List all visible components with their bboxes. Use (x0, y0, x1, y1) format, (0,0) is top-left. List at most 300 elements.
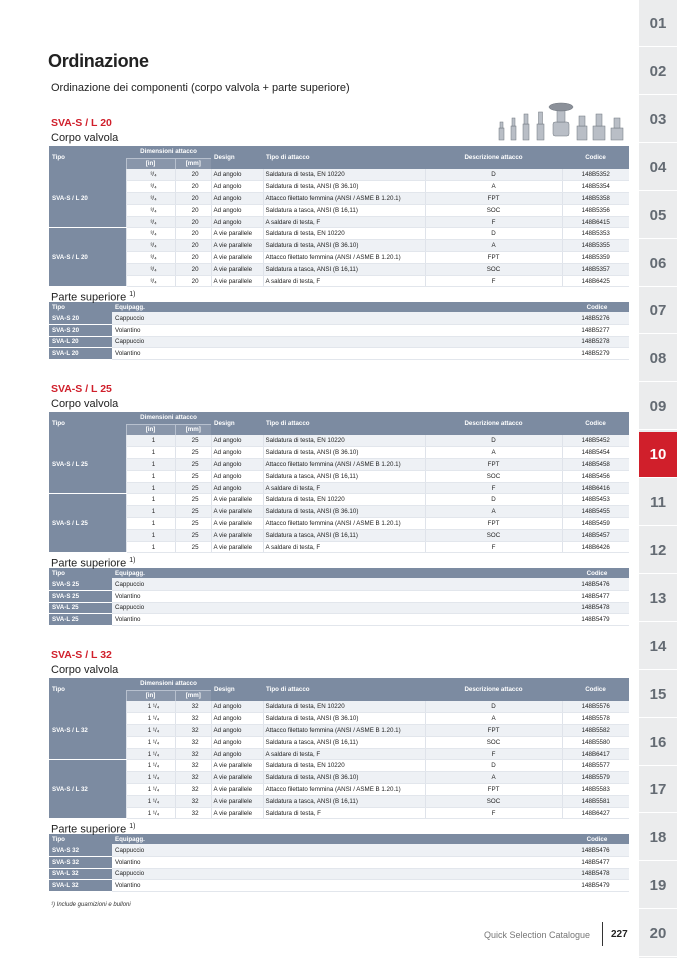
chapter-tab-15[interactable]: 15 (639, 672, 677, 718)
table-row (49, 482, 629, 494)
size-mm-cell: 20 (175, 275, 211, 287)
design-cell: Ad angolo (211, 181, 263, 193)
connection-desc-cell: D (425, 494, 562, 506)
group-type-cell: SVA-S / L 25 (49, 494, 126, 553)
design-cell: A vie parallele (211, 795, 263, 807)
code-cell: 148B6416 (562, 482, 629, 494)
design-cell: A vie parallele (211, 263, 263, 275)
connection-desc-cell: F (425, 807, 562, 819)
col-codice: Codice (562, 146, 629, 169)
size-mm-cell: 25 (175, 541, 211, 553)
equipment-cell: Cappuccio (112, 844, 562, 856)
chapter-tab-06[interactable]: 06 (639, 241, 677, 287)
chapter-tab-13[interactable]: 13 (639, 576, 677, 622)
col-in: [in] (126, 424, 175, 435)
size-mm-cell: 32 (175, 760, 211, 772)
connection-desc-cell: D (425, 169, 562, 181)
code-cell: 148B6427 (562, 807, 629, 819)
connection-type-cell: A saldare di testa, F (263, 216, 425, 228)
top-part-heading-text: Parte superiore (51, 292, 130, 305)
connection-type-cell: Saldatura di testa, ANSI (B 36.10) (263, 713, 425, 725)
col-tipo: Tipo (49, 678, 126, 701)
design-cell: A vie parallele (211, 494, 263, 506)
connection-type-cell: Saldatura a tasca, ANSI (B 16,11) (263, 470, 425, 482)
design-cell: Ad angolo (211, 725, 263, 737)
connection-type-cell: Attacco filettato femmina (ANSI / ASME B 1.20.1) (263, 725, 425, 737)
size-mm-cell: 20 (175, 204, 211, 216)
size-in-cell: 1 ¹/₄ (126, 772, 175, 784)
design-cell: A vie parallele (211, 506, 263, 518)
table-row (49, 494, 629, 506)
footer-page-number: 227 (611, 929, 628, 940)
design-cell: A vie parallele (211, 772, 263, 784)
size-in-cell: 1 ¹/₄ (126, 736, 175, 748)
size-in-cell: ³/₄ (126, 216, 175, 228)
size-in-cell: 1 ¹/₄ (126, 760, 175, 772)
design-cell: A vie parallele (211, 275, 263, 287)
connection-type-cell: Saldatura a tasca, ANSI (B 16,11) (263, 736, 425, 748)
size-mm-cell: 20 (175, 252, 211, 264)
valve-body-table (49, 412, 629, 553)
connection-desc-cell: SOC (425, 470, 562, 482)
part-type-cell: SVA-L 20 (49, 348, 112, 360)
connection-type-cell: Saldatura a tasca, ANSI (B 16,11) (263, 263, 425, 275)
code-cell: 148B5581 (562, 795, 629, 807)
design-cell: Ad angolo (211, 713, 263, 725)
part-type-cell: SVA-L 25 (49, 614, 112, 626)
table-row (49, 470, 629, 482)
col-in: [in] (126, 158, 175, 169)
code-cell: 148B6415 (562, 216, 629, 228)
size-in-cell: ³/₄ (126, 263, 175, 275)
size-in-cell: 1 (126, 435, 175, 447)
size-in-cell: ³/₄ (126, 204, 175, 216)
footnote-marker: 1) (129, 291, 136, 299)
chapter-tab-14[interactable]: 14 (639, 624, 677, 670)
valve-body-table (49, 678, 629, 819)
code-cell: 148B5355 (562, 240, 629, 252)
col-dimensioni: Dimensioni attacco (126, 678, 211, 690)
connection-desc-cell: F (425, 216, 562, 228)
part-type-cell: SVA-S 25 (49, 578, 112, 590)
group-type-cell: SVA-S / L 32 (49, 701, 126, 760)
connection-type-cell: Saldatura di testa, EN 10220 (263, 228, 425, 240)
connection-desc-cell: F (425, 482, 562, 494)
part-type-cell: SVA-S 20 (49, 324, 112, 336)
size-mm-cell: 32 (175, 772, 211, 784)
chapter-tab-01[interactable]: 01 (639, 1, 677, 47)
size-in-cell: 1 (126, 529, 175, 541)
table-row (49, 169, 629, 181)
connection-type-cell: Saldatura a tasca, ANSI (B 16,11) (263, 529, 425, 541)
connection-type-cell: Saldatura di testa, ANSI (B 36.10) (263, 240, 425, 252)
chapter-tab-17[interactable]: 17 (639, 767, 677, 813)
code-cell: 148B5577 (562, 760, 629, 772)
connection-desc-cell: SOC (425, 736, 562, 748)
size-in-cell: ³/₄ (126, 228, 175, 240)
code-cell: 148B5454 (562, 447, 629, 459)
table-row (49, 760, 629, 772)
size-in-cell: 1 ¹/₄ (126, 701, 175, 713)
connection-type-cell: Saldatura di testa, EN 10220 (263, 169, 425, 181)
size-in-cell: 1 (126, 506, 175, 518)
chapter-tab-07[interactable]: 07 (639, 288, 677, 334)
group-type-cell: SVA-S / L 20 (49, 169, 126, 228)
connection-type-cell: Attacco filettato femmina (ANSI / ASME B 1.20.1) (263, 518, 425, 530)
table-row (49, 216, 629, 228)
table-row (49, 204, 629, 216)
connection-desc-cell: FPT (425, 784, 562, 796)
col-tipo: Tipo (49, 568, 112, 578)
table-row (49, 459, 629, 471)
section-title: SVA-S / L 20 (51, 117, 112, 129)
connection-desc-cell: F (425, 275, 562, 287)
design-cell: Ad angolo (211, 459, 263, 471)
size-mm-cell: 25 (175, 470, 211, 482)
size-in-cell: 1 ¹/₄ (126, 725, 175, 737)
design-cell: A vie parallele (211, 760, 263, 772)
table-row (49, 435, 629, 447)
connection-desc-cell: FPT (425, 459, 562, 471)
col-in: [in] (126, 690, 175, 701)
connection-type-cell: Saldatura di testa, ANSI (B 36.10) (263, 181, 425, 193)
table-row (49, 856, 629, 868)
valve-body-heading: Corpo valvola (51, 664, 119, 676)
equipment-cell: Cappuccio (112, 312, 562, 324)
size-mm-cell: 25 (175, 447, 211, 459)
chapter-tab-12[interactable]: 12 (639, 528, 677, 574)
size-mm-cell: 25 (175, 506, 211, 518)
footnote-marker: 1) (129, 823, 136, 831)
col-mm: [mm] (175, 424, 211, 435)
top-part-heading-text: Parte superiore (51, 824, 130, 837)
col-dimensioni: Dimensioni attacco (126, 412, 211, 424)
code-cell: 148B5476 (562, 844, 629, 856)
code-cell: 148B5278 (562, 336, 629, 348)
connection-type-cell: Saldatura di testa, ANSI (B 36.10) (263, 772, 425, 784)
equipment-cell: Volantino (112, 614, 562, 626)
size-mm-cell: 32 (175, 713, 211, 725)
equipment-cell: Volantino (112, 880, 562, 892)
code-cell: 148B5478 (562, 868, 629, 880)
table-row (49, 795, 629, 807)
valve-body-heading: Corpo valvola (51, 132, 119, 144)
connection-type-cell: A saldare di testa, F (263, 482, 425, 494)
equipment-cell: Cappuccio (112, 336, 562, 348)
size-mm-cell: 32 (175, 795, 211, 807)
footer-catalogue-name: Quick Selection Catalogue (484, 930, 591, 940)
top-part-table (49, 834, 629, 892)
code-cell: 148B5579 (562, 772, 629, 784)
connection-type-cell: Saldatura a tasca, ANSI (B 16,11) (263, 204, 425, 216)
size-in-cell: 1 ¹/₄ (126, 795, 175, 807)
col-tipo: Tipo (49, 834, 112, 844)
code-cell: 148B5456 (562, 470, 629, 482)
code-cell: 148B5353 (562, 228, 629, 240)
code-cell: 148B5479 (562, 614, 629, 626)
col-descrizione-attacco: Descrizione attacco (425, 146, 562, 169)
connection-desc-cell: F (425, 541, 562, 553)
footnote-marker: 1) (129, 557, 136, 565)
table-row (49, 590, 629, 602)
table-row (49, 263, 629, 275)
size-mm-cell: 32 (175, 725, 211, 737)
code-cell: 148B5279 (562, 348, 629, 360)
equipment-cell: Cappuccio (112, 578, 562, 590)
design-cell: Ad angolo (211, 193, 263, 205)
size-in-cell: 1 (126, 541, 175, 553)
code-cell: 148B5352 (562, 169, 629, 181)
code-cell: 148B5583 (562, 784, 629, 796)
connection-desc-cell: A (425, 772, 562, 784)
col-codice: Codice (562, 834, 629, 844)
size-mm-cell: 20 (175, 240, 211, 252)
code-cell: 148B5453 (562, 494, 629, 506)
connection-type-cell: Saldatura a tasca, ANSI (B 16,11) (263, 795, 425, 807)
col-mm: [mm] (175, 690, 211, 701)
section-title: SVA-S / L 32 (51, 649, 112, 661)
footnote: ¹) Include guarnizioni e bulloni (51, 902, 131, 908)
connection-desc-cell: A (425, 713, 562, 725)
equipment-cell: Cappuccio (112, 868, 562, 880)
connection-desc-cell: FPT (425, 725, 562, 737)
connection-type-cell: A saldare di testa, F (263, 748, 425, 760)
connection-desc-cell: D (425, 760, 562, 772)
chapter-tab-19[interactable]: 19 (639, 863, 677, 909)
table-row (49, 772, 629, 784)
design-cell: Ad angolo (211, 169, 263, 181)
table-row (49, 807, 629, 819)
part-type-cell: SVA-S 20 (49, 312, 112, 324)
code-cell: 148B5459 (562, 518, 629, 530)
design-cell: A vie parallele (211, 784, 263, 796)
size-mm-cell: 25 (175, 459, 211, 471)
size-mm-cell: 20 (175, 228, 211, 240)
table-row (49, 844, 629, 856)
chapter-tab-20[interactable]: 20 (639, 911, 677, 957)
chapter-tab-10[interactable]: 10 (639, 432, 677, 478)
table-row (49, 736, 629, 748)
design-cell: Ad angolo (211, 447, 263, 459)
chapter-tabs (639, 0, 677, 958)
col-mm: [mm] (175, 158, 211, 169)
code-cell: 148B5354 (562, 181, 629, 193)
size-in-cell: 1 (126, 482, 175, 494)
part-type-cell: SVA-L 25 (49, 602, 112, 614)
page-subtitle: Ordinazione dei componenti (corpo valvola + parte superiore) (51, 82, 350, 94)
col-tipo-attacco: Tipo di attacco (263, 146, 425, 169)
connection-desc-cell: SOC (425, 795, 562, 807)
col-design: Design (211, 146, 263, 169)
connection-desc-cell: FPT (425, 193, 562, 205)
section-2 (49, 647, 629, 892)
design-cell: A vie parallele (211, 518, 263, 530)
size-in-cell: 1 (126, 494, 175, 506)
table-row (49, 252, 629, 264)
chapter-tab-03[interactable]: 03 (639, 97, 677, 143)
code-cell: 148B5457 (562, 529, 629, 541)
valve-body-table (49, 146, 629, 287)
section-title: SVA-S / L 25 (51, 383, 112, 395)
code-cell: 148B5455 (562, 506, 629, 518)
code-cell: 148B5458 (562, 459, 629, 471)
table-row (49, 336, 629, 348)
col-tipo-attacco: Tipo di attacco (263, 412, 425, 435)
size-in-cell: 1 (126, 470, 175, 482)
design-cell: A vie parallele (211, 529, 263, 541)
equipment-cell: Cappuccio (112, 602, 562, 614)
section-1 (49, 381, 629, 626)
table-row (49, 240, 629, 252)
table-row (49, 748, 629, 760)
connection-desc-cell: D (425, 435, 562, 447)
code-cell: 148B5582 (562, 725, 629, 737)
top-part-heading (49, 287, 629, 305)
table-row (49, 602, 629, 614)
col-descrizione-attacco: Descrizione attacco (425, 678, 562, 701)
code-cell: 148B5477 (562, 856, 629, 868)
connection-desc-cell: A (425, 506, 562, 518)
design-cell: Ad angolo (211, 736, 263, 748)
table-row (49, 518, 629, 530)
col-equipaggiamento: Equipagg. (112, 568, 562, 578)
part-type-cell: SVA-S 32 (49, 856, 112, 868)
part-type-cell: SVA-S 32 (49, 844, 112, 856)
table-row (49, 578, 629, 590)
top-part-heading (49, 553, 629, 571)
code-cell: 148B5359 (562, 252, 629, 264)
code-cell: 148B5476 (562, 578, 629, 590)
size-mm-cell: 20 (175, 193, 211, 205)
connection-type-cell: Saldatura di testa, EN 10220 (263, 760, 425, 772)
size-mm-cell: 32 (175, 701, 211, 713)
equipment-cell: Volantino (112, 348, 562, 360)
size-mm-cell: 32 (175, 784, 211, 796)
table-row (49, 312, 629, 324)
top-part-heading (49, 819, 629, 837)
size-in-cell: ³/₄ (126, 275, 175, 287)
equipment-cell: Volantino (112, 590, 562, 602)
code-cell: 148B6426 (562, 541, 629, 553)
design-cell: Ad angolo (211, 204, 263, 216)
group-type-cell: SVA-S / L 25 (49, 435, 126, 494)
connection-type-cell: A saldare di testa, F (263, 275, 425, 287)
table-row (49, 193, 629, 205)
design-cell: A vie parallele (211, 240, 263, 252)
design-cell: Ad angolo (211, 470, 263, 482)
code-cell: 148B5277 (562, 324, 629, 336)
table-row (49, 725, 629, 737)
code-cell: 148B5576 (562, 701, 629, 713)
code-cell: 148B5452 (562, 435, 629, 447)
design-cell: A vie parallele (211, 252, 263, 264)
connection-type-cell: Attacco filettato femmina (ANSI / ASME B 1.20.1) (263, 193, 425, 205)
code-cell: 148B5578 (562, 713, 629, 725)
col-design: Design (211, 412, 263, 435)
chapter-tab-02[interactable]: 02 (639, 49, 677, 95)
col-codice: Codice (562, 412, 629, 435)
part-type-cell: SVA-L 20 (49, 336, 112, 348)
table-row (49, 275, 629, 287)
chapter-tab-09[interactable]: 09 (639, 384, 677, 430)
design-cell: Ad angolo (211, 216, 263, 228)
table-row (49, 880, 629, 892)
page-title: Ordinazione (48, 51, 149, 71)
connection-type-cell: A saldare di testa, F (263, 541, 425, 553)
equipment-cell: Volantino (112, 324, 562, 336)
connection-type-cell: Saldatura di testa, EN 10220 (263, 494, 425, 506)
code-cell: 148B5580 (562, 736, 629, 748)
connection-desc-cell: FPT (425, 252, 562, 264)
code-cell: 148B5478 (562, 602, 629, 614)
connection-desc-cell: D (425, 701, 562, 713)
connection-desc-cell: SOC (425, 204, 562, 216)
chapter-tab-11[interactable]: 11 (639, 480, 677, 526)
chapter-tab-05[interactable]: 05 (639, 193, 677, 239)
col-tipo: Tipo (49, 146, 126, 169)
size-in-cell: ³/₄ (126, 181, 175, 193)
size-mm-cell: 32 (175, 736, 211, 748)
table-row (49, 324, 629, 336)
table-row (49, 713, 629, 725)
table-row (49, 784, 629, 796)
connection-desc-cell: A (425, 447, 562, 459)
col-equipaggiamento: Equipagg. (112, 834, 562, 844)
code-cell: 148B6425 (562, 275, 629, 287)
design-cell: Ad angolo (211, 482, 263, 494)
top-part-table (49, 568, 629, 626)
size-in-cell: 1 (126, 518, 175, 530)
chapter-tab-16[interactable]: 16 (639, 720, 677, 766)
connection-type-cell: Saldatura di testa, ANSI (B 36.10) (263, 506, 425, 518)
col-tipo-attacco: Tipo di attacco (263, 678, 425, 701)
size-mm-cell: 32 (175, 807, 211, 819)
group-type-cell: SVA-S / L 20 (49, 228, 126, 287)
chapter-tab-08[interactable]: 08 (639, 336, 677, 382)
connection-desc-cell: F (425, 748, 562, 760)
table-row (49, 868, 629, 880)
size-mm-cell: 25 (175, 518, 211, 530)
col-codice: Codice (562, 678, 629, 701)
top-part-table (49, 302, 629, 360)
connection-type-cell: Saldatura di testa, EN 10220 (263, 435, 425, 447)
top-part-heading-text: Parte superiore (51, 558, 130, 571)
table-row (49, 701, 629, 713)
code-cell: 148B6417 (562, 748, 629, 760)
connection-desc-cell: SOC (425, 529, 562, 541)
size-in-cell: ³/₄ (126, 252, 175, 264)
size-mm-cell: 20 (175, 216, 211, 228)
table-row (49, 228, 629, 240)
design-cell: Ad angolo (211, 748, 263, 760)
size-in-cell: 1 ¹/₄ (126, 713, 175, 725)
table-row (49, 614, 629, 626)
chapter-tab-18[interactable]: 18 (639, 815, 677, 861)
design-cell: A vie parallele (211, 228, 263, 240)
code-cell: 148B5477 (562, 590, 629, 602)
col-equipaggiamento: Equipagg. (112, 302, 562, 312)
size-in-cell: 1 (126, 447, 175, 459)
col-codice: Codice (562, 568, 629, 578)
design-cell: Ad angolo (211, 435, 263, 447)
size-in-cell: ³/₄ (126, 193, 175, 205)
chapter-tab-04[interactable]: 04 (639, 145, 677, 191)
col-tipo: Tipo (49, 302, 112, 312)
size-mm-cell: 25 (175, 482, 211, 494)
connection-type-cell: Saldatura di testa, ANSI (B 36.10) (263, 447, 425, 459)
size-mm-cell: 25 (175, 494, 211, 506)
connection-type-cell: Attacco filettato femmina (ANSI / ASME B 1.20.1) (263, 252, 425, 264)
